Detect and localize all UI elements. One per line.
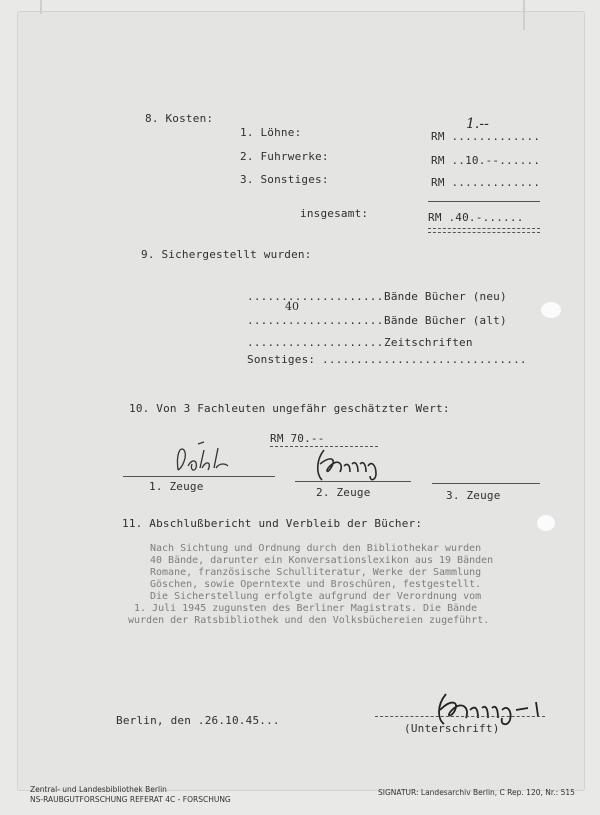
- subtotal-rule: [428, 201, 540, 202]
- cost-item-3-amount: RM .............: [431, 176, 541, 189]
- page-edge-top: [40, 0, 42, 14]
- secured-row-3-label: Zeitschriften: [384, 336, 473, 349]
- total-double-rule-2: [428, 232, 540, 233]
- witness-2-line: [295, 481, 411, 482]
- report-line: Romane, französische Schulliteratur, Werke der Sammlung: [150, 567, 482, 578]
- footer-archive-line-1: Zentral- und Landesbibliothek Berlin: [30, 785, 167, 794]
- footer-signature: SIGNATUR: Landesarchiv Berlin, C Rep. 120, Nr.: 515: [378, 788, 575, 797]
- secured-row-2-label: Bände Bücher (alt): [384, 314, 507, 327]
- handwritten-cost-1: 1.--: [466, 116, 489, 132]
- cost-item-3-label: 3. Sonstiges:: [240, 173, 329, 186]
- secured-row-3-dots: ....................: [247, 336, 384, 349]
- report-line: Die Sicherstellung erfolgte aufgrund der Verordnung vom: [150, 591, 482, 602]
- final-report: [128, 543, 570, 627]
- total-label: insgesamt:: [300, 207, 369, 220]
- punch-hole-bottom: [537, 515, 555, 531]
- report-line: Nach Sichtung und Ordnung durch den Bibliothekar wurden: [150, 543, 482, 554]
- punch-hole-top: [541, 302, 561, 318]
- secured-row-1-dots: ....................: [247, 290, 384, 303]
- section-9-heading: 9. Sichergestellt wurden:: [141, 248, 312, 261]
- witness-3-line: [432, 483, 540, 484]
- cost-item-1-amount: RM .............: [431, 130, 541, 143]
- signature-caption: (Unterschrift): [404, 722, 500, 735]
- cost-item-1-label: 1. Löhne:: [240, 126, 302, 139]
- witness-1-label: 1. Zeuge: [149, 480, 204, 493]
- section-10-heading: 10. Von 3 Fachleuten ungefähr geschätzter Wert:: [129, 402, 450, 415]
- secured-row-1-label: Bände Bücher (neu): [384, 290, 507, 303]
- report-line: 1. Juli 1945 zugunsten des Berliner Magistrats. Die Bände: [134, 603, 478, 614]
- witness-2-signature: [310, 444, 390, 486]
- witness-1-signature: [170, 440, 240, 478]
- handwritten-count: 40: [285, 300, 299, 313]
- report-line: Göschen, sowie Operntexte und Broschüren, festgestellt.: [150, 579, 482, 590]
- secured-row-2-dots: ....................: [247, 314, 384, 327]
- report-line: wurden der Ratsbibliothek und den Volksbüchereien zugeführt.: [128, 615, 490, 626]
- witness-1-line: [123, 476, 275, 477]
- signature-line: [375, 716, 545, 717]
- place-and-date: Berlin, den .26.10.45...: [116, 714, 280, 727]
- total-double-rule-1: [428, 228, 540, 229]
- footer-archive-line-2: NS-RAUBGUTFORSCHUNG REFERAT 4C - FORSCHUNG: [30, 795, 231, 804]
- report-line: 40 Bände, darunter ein Konversationslexikon aus 19 Bänden: [150, 555, 494, 566]
- section-8-heading: 8. Kosten:: [145, 112, 214, 125]
- cost-item-2-label: 2. Fuhrwerke:: [240, 150, 329, 163]
- page-edge-right: [523, 0, 525, 30]
- witness-3-label: 3. Zeuge: [446, 489, 501, 502]
- section-11-heading: 11. Abschlußbericht und Verbleib der Bücher:: [122, 517, 423, 530]
- other-secured: Sonstiges: ..............................: [247, 353, 527, 366]
- witness-2-label: 2. Zeuge: [316, 486, 371, 499]
- total-amount: RM .40.-......: [428, 211, 524, 224]
- cost-item-2-amount: RM ..10.--......: [431, 154, 541, 167]
- estimated-value: RM 70.--: [270, 432, 325, 445]
